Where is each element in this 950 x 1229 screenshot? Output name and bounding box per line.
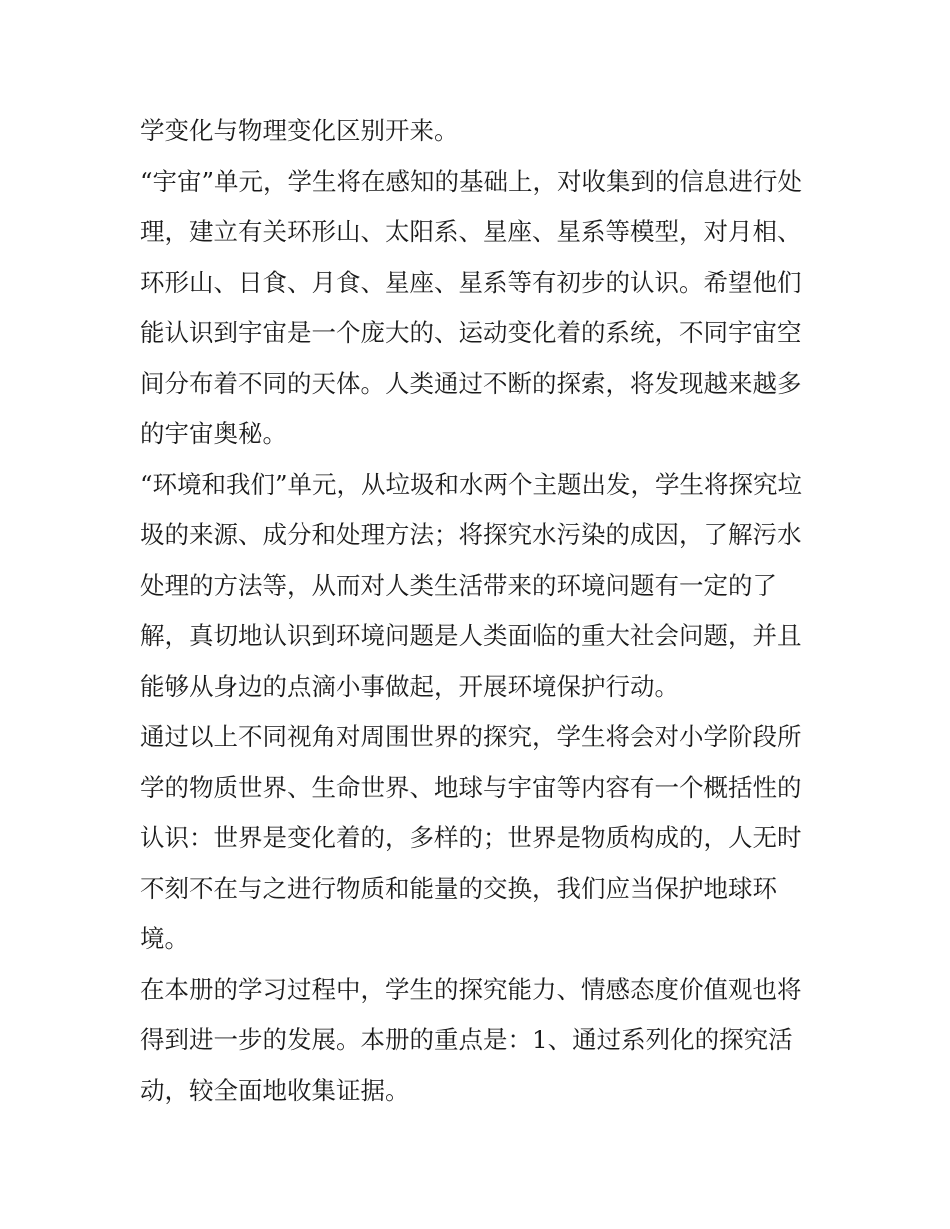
text-line: 的宇宙奥秘。 <box>140 419 287 448</box>
text-line: 不刻不在与之进行物质和能量的交换，我们应当保护地球环 <box>140 873 777 903</box>
text-line: 间分布着不同的天体。人类通过不断的探索，将发现越来越多 <box>140 368 802 398</box>
text-line: 处理的方法等，从而对人类生活带来的环境问题有一定的了 <box>140 570 777 600</box>
text-line: 得到进一步的发展。本册的重点是：1、通过系列化的探究活 <box>140 1025 793 1054</box>
text-line: 动，较全面地收集证据。 <box>140 1075 410 1105</box>
text-line: 圾的来源、成分和处理方法；将探究水污染的成因，了解污水 <box>140 520 802 549</box>
text-line: 学变化与物理变化区别开来。 <box>140 116 459 145</box>
text-line: 通过以上不同视角对周围世界的探究，学生将会对小学阶段所 <box>140 722 802 751</box>
text-line: “宇宙”单元，学生将在感知的基础上，对收集到的信息进行处 <box>140 166 803 196</box>
text-line: 解，真切地认识到环境问题是人类面临的重大社会问题，并且 <box>140 621 802 650</box>
text-line: 在本册的学习过程中，学生的探究能力、情感态度价值观也将 <box>140 974 802 1004</box>
text-line: 认识：世界是变化着的，多样的；世界是物质构成的，人无时 <box>140 823 802 852</box>
document-body <box>140 106 812 1116</box>
text-line: 境。 <box>140 924 189 953</box>
text-line: 理，建立有关环形山、太阳系、星座、星系等模型，对月相、 <box>140 217 802 246</box>
text-line: 环形山、日食、月食、星座、星系等有初步的认识。希望他们 <box>140 267 802 297</box>
text-line: “环境和我们”单元，从垃圾和水两个主题出发，学生将探究垃 <box>140 469 803 499</box>
text-line: 能认识到宇宙是一个庞大的、运动变化着的系统，不同宇宙空 <box>140 318 802 347</box>
text-line: 学的物质世界、生命世界、地球与宇宙等内容有一个概括性的 <box>140 772 802 802</box>
text-line: 能够从身边的点滴小事做起，开展环境保护行动。 <box>140 671 679 701</box>
